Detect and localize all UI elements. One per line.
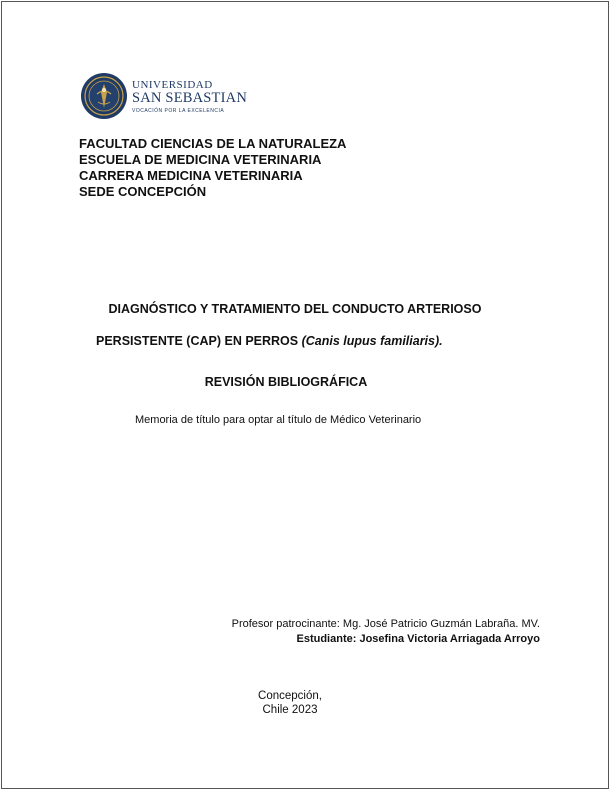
- school-line: ESCUELA DE MEDICINA VETERINARIA: [79, 152, 322, 167]
- university-name-top: UNIVERSIDAD: [132, 78, 213, 91]
- place-date: [0, 689, 580, 717]
- university-logo: [80, 72, 247, 120]
- university-seal-icon: [80, 72, 128, 120]
- sponsor-professor: Profesor patrocinante: Mg. José Patricio Guzmán Labraña. MV.: [231, 618, 540, 630]
- place-city: Concepción,: [258, 690, 322, 702]
- student-name: Estudiante: Josefina Victoria Arriagada Arroyo: [296, 633, 540, 645]
- thesis-subtitle: REVISIÓN BIBLIOGRÁFICA: [204, 375, 368, 389]
- degree-statement: Memoria de título para optar al título de Médico Veterinario: [135, 414, 422, 426]
- thesis-title-line2: [96, 334, 443, 348]
- place-country-year: Chile 2023: [262, 704, 318, 716]
- university-name-main: SAN SEBASTIAN: [132, 89, 247, 106]
- title-line2-suffix: .: [439, 334, 443, 348]
- title-latin-name: (Canis lupus familiaris): [301, 334, 440, 348]
- career-line: CARRERA MEDICINA VETERINARIA: [79, 168, 303, 183]
- title-line2-prefix: PERSISTENTE (CAP) EN PERROS: [96, 334, 299, 348]
- thesis-title-line1: DIAGNÓSTICO Y TRATAMIENTO DEL CONDUCTO ARTERIOSO: [108, 302, 482, 316]
- university-motto: VOCACIÓN POR LA EXCELENCIA: [132, 107, 225, 114]
- campus-line: SEDE CONCEPCIÓN: [79, 184, 207, 199]
- faculty-line: FACULTAD CIENCIAS DE LA NATURALEZA: [79, 136, 347, 151]
- faculty-block: [79, 136, 346, 200]
